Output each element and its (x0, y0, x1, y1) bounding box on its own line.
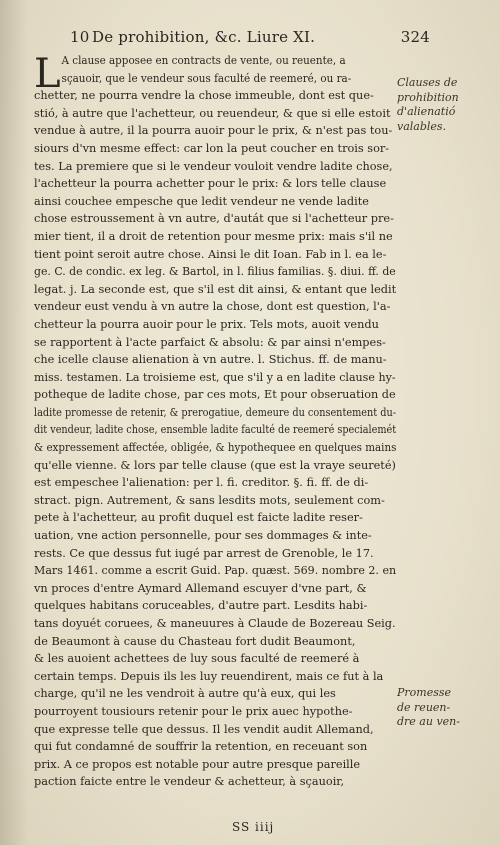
text-line: stió, à autre que l'achetteur, ou reuendeur, & que si elle estoit (34, 106, 391, 120)
text-line: siours d'vn mesme effect: car lon la peut coucher en trois sor- (34, 141, 390, 155)
drop-capital: L (34, 51, 61, 97)
text-line: se rapportent à l'acte parfaict & absolu: & par ainsi n'empes- (34, 335, 386, 349)
text-line: chetter, ne pourra vendre la chose immeuble, dont est que- (34, 89, 374, 103)
text-line: paction faicte entre le vendeur & achetteur, à sçauoir, (34, 775, 345, 789)
running-header (70, 28, 430, 50)
text-line: quelques habitans coruceables, d'autre part. Lesdits habi- (34, 599, 368, 613)
margin-note-clauses (397, 76, 497, 134)
text-line: rests. Ce que dessus fut iugé par arrest de Grenoble, le 17. (34, 546, 374, 560)
body-text (34, 52, 396, 791)
text-line: stract. pign. Autrement, & sans lesdits mots, seulement com- (34, 493, 385, 507)
text-line: vendeur eust vendu à vn autre la chose, dont est question, l'a- (34, 300, 391, 314)
text-line: A clause apposee en contracts de vente, ou reuente, a (61, 54, 346, 67)
text-line: que expresse telle que dessus. Il les vendit audit Allemand, (34, 722, 374, 736)
signature-mark: SS iiij (232, 820, 275, 834)
text-line: vendue à autre, il la pourra auoir pour le prix, & n'est pas tou- (34, 124, 393, 138)
margin-note-line: Clauses de (397, 76, 458, 89)
text-line: uation, vne action personnelle, pour ses dommages & inte- (34, 529, 372, 543)
text-line: sçauoir, que le vendeur sous faculté de reemeré, ou ra- (61, 71, 352, 85)
text-line: dit vendeur, ladite chose, ensemble ladite faculté de reemeré specialemét (34, 423, 397, 437)
text-line: prix. A ce propos est notable pour autre presque pareille (34, 757, 361, 771)
text-line: tient point seroit autre chose. Ainsi le dit Ioan. Fab in l. ea le- (34, 247, 387, 261)
folio-number: 10 (70, 28, 90, 46)
text-line: & les auoient achettees de luy sous faculté de reemeré à (34, 652, 360, 666)
text-line: ainsi couchee empesche que ledit vendeur ne vende ladite (34, 194, 369, 208)
text-line: pourroyent tousiours retenir pour le prix auec hypothe- (34, 704, 353, 718)
text-line: qui fut condamné de souffrir la retention, en receuant son (34, 740, 368, 754)
page-number: 324 (400, 28, 430, 46)
text-line: mier tient, il a droit de retention pour mesme prix: mais s'il ne (34, 229, 393, 243)
text-line: legat. j. La seconde est, que s'il est dit ainsi, & entant que ledit (34, 282, 397, 296)
margin-note-line: dre au ven- (397, 715, 460, 728)
text-line: tans doyuét coruees, & maneuures à Claude de Bozereau Seig. (34, 617, 396, 630)
text-line: de Beaumont à cause du Chasteau fort dudit Beaumont, (34, 634, 356, 648)
margin-note-line: valables. (397, 119, 447, 133)
text-line: qu'elle vienne. & lors par telle clause (que est la vraye seureté) (34, 458, 396, 472)
text-line: vn proces d'entre Aymard Allemand escuyer d'vne part, & (34, 581, 367, 595)
text-line: est empeschee l'alienation: per l. fi. creditor. §. fi. ff. de di- (34, 476, 369, 490)
text-line: Mars 1461. comme a escrit Guid. Pap. quæst. 569. nombre 2. en (34, 564, 397, 578)
text-line: chetteur la pourra auoir pour le prix. Tels mots, auoit vendu (34, 317, 379, 331)
text-line: l'achetteur la pourra achetter pour le prix: & lors telle clause (34, 177, 387, 191)
margin-note-line: prohibition (397, 90, 459, 104)
text-line: chose estroussement à vn autre, d'autát que si l'achetteur pre- (34, 212, 394, 226)
text-line: certain temps. Depuis ils les luy reuendirent, mais ce fut à la (34, 669, 384, 683)
running-title: De prohibition, &c. Liure XI. (92, 28, 316, 46)
text-line: tes. La premiere que si le vendeur vouloit vendre ladite chose, (34, 159, 393, 173)
margin-note-line: d'alienatió (397, 105, 456, 118)
text-line: pete à l'achetteur, au profit duquel est faicte ladite reser- (34, 511, 363, 525)
page-gutter-shadow (0, 0, 28, 845)
text-line: charge, qu'il ne les vendroit à autre qu'à eux, qui les (34, 687, 336, 701)
text-line: potheque de ladite chose, par ces mots, Et pour obseruation de (34, 388, 396, 402)
text-line: ladite promesse de retenir, & prerogatiue, demeure du consentement du- (34, 405, 397, 419)
margin-note-promesse (397, 686, 497, 730)
text-line: che icelle clause alienation à vn autre. l. Stichus. ff. de manu- (34, 353, 387, 367)
text-line: ge. C. de condic. ex leg. & Bartol, in l. filius familias. §. diui. ff. de (34, 265, 396, 279)
margin-note-line: Promesse (397, 686, 452, 699)
margin-note-line: de reuen- (397, 700, 451, 714)
text-line: miss. testamen. La troisieme est, que s'il y a en ladite clause hy- (34, 370, 396, 384)
text-line: & expressement affectée, obligée, & hypothequee en quelques mains (34, 441, 397, 455)
